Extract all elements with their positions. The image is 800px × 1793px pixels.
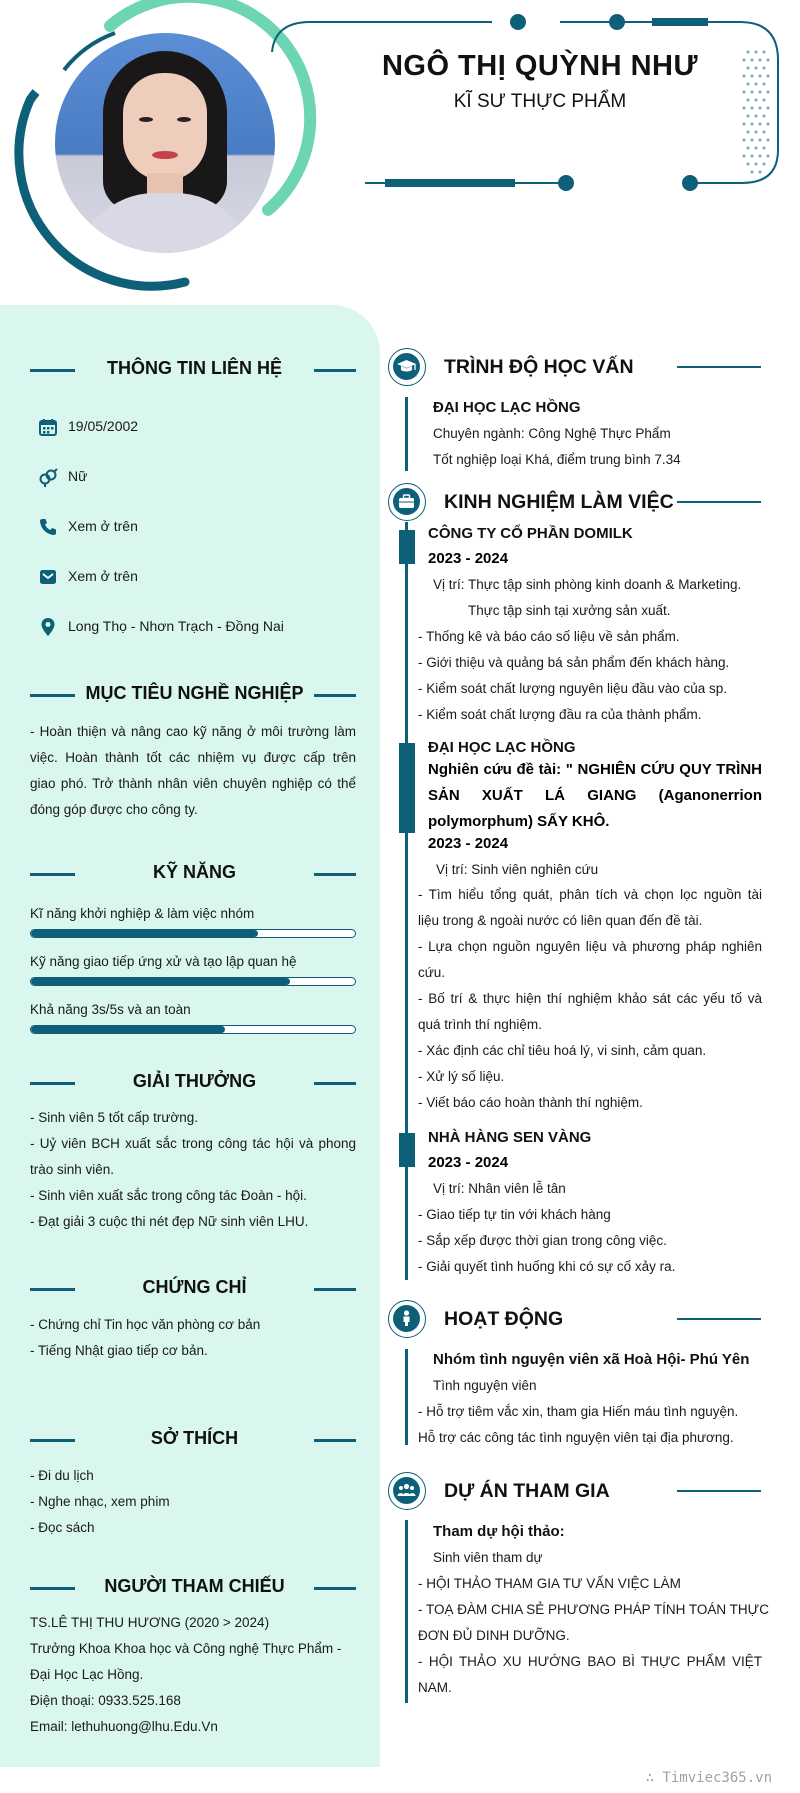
education-icon-badge <box>388 348 426 386</box>
objective-line: việc. Hoàn thành tốt các nhiệm vụ được cấp trên <box>30 750 356 765</box>
skill-item <box>30 906 356 946</box>
contact-title: THÔNG TIN LIÊN HỆ <box>107 358 282 378</box>
project-line: NAM. <box>418 1680 452 1695</box>
activity-org: Nhóm tình nguyện viên xã Hoà Hội- Phú Yên <box>433 1351 750 1368</box>
activity-line: - Hỗ trợ tiêm vắc xin, tham gia Hiến máu tình nguyện. <box>418 1404 739 1419</box>
activities-icon-badge <box>388 1300 426 1338</box>
job3-task: - Giao tiếp tự tin với khách hàng <box>418 1207 611 1222</box>
award-line: - Đạt giải 3 cuộc thi nét đẹp Nữ sinh viên LHU. <box>30 1214 309 1229</box>
phone-text: Xem ở trên <box>68 518 138 534</box>
job1-task: - Kiểm soát chất lượng nguyên liệu đầu vào của sp. <box>418 681 728 696</box>
skill-label: Kỹ năng giao tiếp ứng xử và tạo lập quan hệ <box>30 954 297 969</box>
project-role: Sinh viên tham dự <box>433 1550 543 1565</box>
project-event: Tham dự hội thảo: <box>433 1523 565 1540</box>
job2-task: liệu trong & ngoài nước có liên quan đến đề tài. <box>418 913 703 928</box>
objective-text <box>30 719 356 823</box>
projects-title: DỰ ÁN THAM GIA <box>444 1480 610 1502</box>
job2-topic-line: polymorphum) SẤY KHÔ. <box>428 813 610 830</box>
skill-bar-fill <box>31 930 258 937</box>
education-major: Chuyên ngành: Công Nghệ Thực Phẩm <box>433 426 671 441</box>
projects-section-heading <box>388 1472 763 1512</box>
skill-label: Khả năng 3s/5s và an toàn <box>30 1002 191 1017</box>
job3-period: 2023 - 2024 <box>428 1154 509 1171</box>
education-section-heading <box>388 348 763 388</box>
profile-photo <box>55 33 275 253</box>
calendar-icon <box>38 417 58 437</box>
experience-icon-badge <box>388 483 426 521</box>
project-list <box>418 1571 769 1701</box>
project-line: - TOẠ ĐÀM CHIA SẺ PHƯƠNG PHÁP TÍNH TOÁN THỰC <box>418 1602 769 1617</box>
certificates-title: CHỨNG CHỈ <box>142 1277 247 1297</box>
hobby-line: - Nghe nhạc, xem phim <box>30 1494 170 1509</box>
job3-task: - Giải quyết tình huống khi có sự cố xảy ra. <box>418 1259 676 1274</box>
email-text: Xem ở trên <box>68 568 138 584</box>
candidate-name: NGÔ THỊ QUỲNH NHƯ <box>381 50 699 82</box>
profile-photo-frame <box>18 18 288 288</box>
project-line: - HỘI THẢO THAM GIA TƯ VẤN VIỆC LÀM <box>418 1576 681 1591</box>
hobbies-title: SỞ THÍCH <box>150 1428 239 1448</box>
job2-task: quá trình thí nghiệm. <box>418 1017 542 1032</box>
objective-section-heading <box>30 683 356 707</box>
project-line: - HỘI THẢO XU HƯỚNG BAO BÌ THỰC PHẨM VIỆT <box>418 1654 762 1669</box>
activities-title: HOẠT ĐỘNG <box>444 1308 564 1330</box>
award-line: - Uỷ viên BCH xuất sắc trong công tác hội và phong <box>30 1136 356 1151</box>
reference-line: Điện thoại: 0933.525.168 <box>30 1693 181 1708</box>
job2-task: - Bố trí & thực hiện thí nghiệm khảo sát các yếu tố và <box>418 991 762 1006</box>
skill-bar <box>30 1025 356 1034</box>
job2-task: - Viết báo cáo hoàn thành thí nghiệm. <box>418 1095 643 1110</box>
job3-task: - Sắp xếp được thời gian trong công việc. <box>418 1233 667 1248</box>
reference-line: Trưởng Khoa Khoa học và Công nghệ Thực Phẩm - <box>30 1641 342 1656</box>
job2-task: cứu. <box>418 965 446 980</box>
education-school: ĐẠI HỌC LẠC HỒNG <box>433 399 581 416</box>
skill-label: Kĩ năng khởi nghiệp & làm việc nhóm <box>30 906 255 921</box>
job2-period: 2023 - 2024 <box>428 835 509 852</box>
skill-bar-fill <box>31 978 290 985</box>
job1-position: Vị trí: Thực tập sinh phòng kinh doanh & Marketing. <box>433 577 742 592</box>
skill-bar <box>30 929 356 938</box>
gender-icon <box>38 467 58 487</box>
awards-section-heading <box>30 1071 356 1095</box>
references-text <box>30 1610 356 1740</box>
objective-line: - Hoàn thiện và nâng cao kỹ năng ở môi trường làm <box>30 724 356 739</box>
activity-role: Tình nguyện viên <box>433 1378 537 1393</box>
group-icon <box>393 1477 420 1504</box>
job2-task: - Xác định các chỉ tiêu hoá lý, vi sinh, cảm quan. <box>418 1043 707 1058</box>
activities-section-heading <box>388 1300 763 1340</box>
objective-title: MỤC TIÊU NGHỀ NGHIỆP <box>85 683 304 703</box>
address-text: Long Thọ - Nhơn Trạch - Đồng Nai <box>68 618 284 634</box>
birthdate-text: 19/05/2002 <box>68 418 139 434</box>
job1-task: - Kiểm soát chất lượng đầu ra của thành phẩm. <box>418 707 702 722</box>
hobbies-section-heading <box>30 1428 356 1452</box>
skill-bar-fill <box>31 1026 225 1033</box>
skill-bar <box>30 977 356 986</box>
reference-line: TS.LÊ THỊ THU HƯƠNG (2020 > 2024) <box>30 1615 270 1630</box>
award-line: - Sinh viên xuất sắc trong công tác Đoàn - hội. <box>30 1188 307 1203</box>
person-icon <box>393 1305 420 1332</box>
job2-task: - Lựa chọn nguồn nguyên liệu và phương pháp nghiên <box>418 939 762 954</box>
graduation-cap-icon <box>393 353 420 380</box>
briefcase-icon <box>393 488 420 515</box>
job2-topic <box>428 757 762 835</box>
certificates-section-heading <box>30 1277 356 1301</box>
job3-position: Vị trí: Nhân viên lễ tân <box>433 1181 566 1196</box>
job1-company: CÔNG TY CỔ PHẦN DOMILK <box>428 525 633 542</box>
experience-section-heading <box>388 483 763 523</box>
location-pin-icon <box>38 617 58 637</box>
hobby-line: - Đi du lịch <box>30 1468 94 1483</box>
job1-task: - Thống kê và báo cáo số liệu về sản phẩm. <box>418 629 680 644</box>
contact-section-heading <box>30 358 356 382</box>
education-grade: Tốt nghiệp loại Khá, điểm trung bình 7.34 <box>433 452 681 467</box>
skills-section-heading <box>30 862 356 886</box>
education-title: TRÌNH ĐỘ HỌC VẤN <box>444 356 634 378</box>
certificates-list <box>30 1312 356 1364</box>
projects-icon-badge <box>388 1472 426 1510</box>
hobby-line: - Đọc sách <box>30 1520 95 1535</box>
watermark: ∴ Timviec365.vn <box>645 1770 772 1786</box>
skills-title: KỸ NĂNG <box>152 862 236 882</box>
award-line: - Sinh viên 5 tốt cấp trường. <box>30 1110 198 1125</box>
timeline-marker <box>399 743 415 833</box>
email-icon <box>38 567 58 587</box>
job1-task: - Giới thiệu và quảng bá sản phẩm đến khách hàng. <box>418 655 730 670</box>
job2-position: Vị trí: Sinh viên nghiên cứu <box>436 862 599 877</box>
reference-line: Đại Học Lạc Hồng. <box>30 1667 144 1682</box>
timeline-marker <box>399 1133 415 1167</box>
job2-topic-line: Nghiên cứu đề tài: " NGHIÊN CỨU QUY TRÌNH <box>428 761 762 778</box>
experience-title: KINH NGHIỆM LÀM VIỆC <box>444 491 674 513</box>
job2-tasks <box>418 882 762 1116</box>
job3-company: NHÀ HÀNG SEN VÀNG <box>428 1129 592 1146</box>
reference-line: Email: lethuhuong@lhu.Edu.Vn <box>30 1719 218 1734</box>
job2-topic-line: SẢN XUẤT LÁ GIANG (Aganonerrion <box>428 787 762 804</box>
job2-company: ĐẠI HỌC LẠC HỒNG <box>428 739 576 756</box>
candidate-job-title: KĨ SƯ THỰC PHẨM <box>453 91 627 112</box>
certificate-line: - Tiếng Nhật giao tiếp cơ bản. <box>30 1343 208 1358</box>
hobbies-list <box>30 1463 356 1541</box>
timeline-marker <box>399 530 415 564</box>
awards-title: GIẢI THƯỞNG <box>132 1071 257 1091</box>
activities-timeline <box>405 1349 408 1445</box>
projects-timeline <box>405 1520 408 1703</box>
award-line: trào sinh viên. <box>30 1162 115 1177</box>
objective-line: giao phó. Trở thành nhân viên chuyên nghiệp có thể <box>30 776 356 791</box>
skill-item <box>30 1002 356 1042</box>
education-timeline <box>405 397 408 471</box>
project-line: ĐƠN ĐỦ DINH DƯỠNG. <box>418 1628 570 1643</box>
certificate-line: - Chứng chỉ Tin học văn phòng cơ bản <box>30 1317 261 1332</box>
awards-list <box>30 1105 356 1235</box>
job2-task: - Tìm hiểu tổng quát, phân tích và chọn lọc nguồn tài <box>418 887 762 902</box>
job1-position-2: Thực tập sinh tại xưởng sản xuất. <box>468 603 671 618</box>
phone-icon <box>38 517 58 537</box>
objective-line: đóng góp được cho công ty. <box>30 802 198 817</box>
job2-task: - Xử lý số liệu. <box>418 1069 505 1084</box>
skill-item <box>30 954 356 994</box>
cv-header <box>0 0 800 305</box>
job1-period: 2023 - 2024 <box>428 550 509 567</box>
gender-text: Nữ <box>68 468 88 484</box>
references-section-heading <box>30 1576 356 1600</box>
references-title: NGƯỜI THAM CHIẾU <box>104 1576 285 1596</box>
activity-line: Hỗ trợ các công tác tình nguyện viên tại địa phương. <box>418 1430 734 1445</box>
